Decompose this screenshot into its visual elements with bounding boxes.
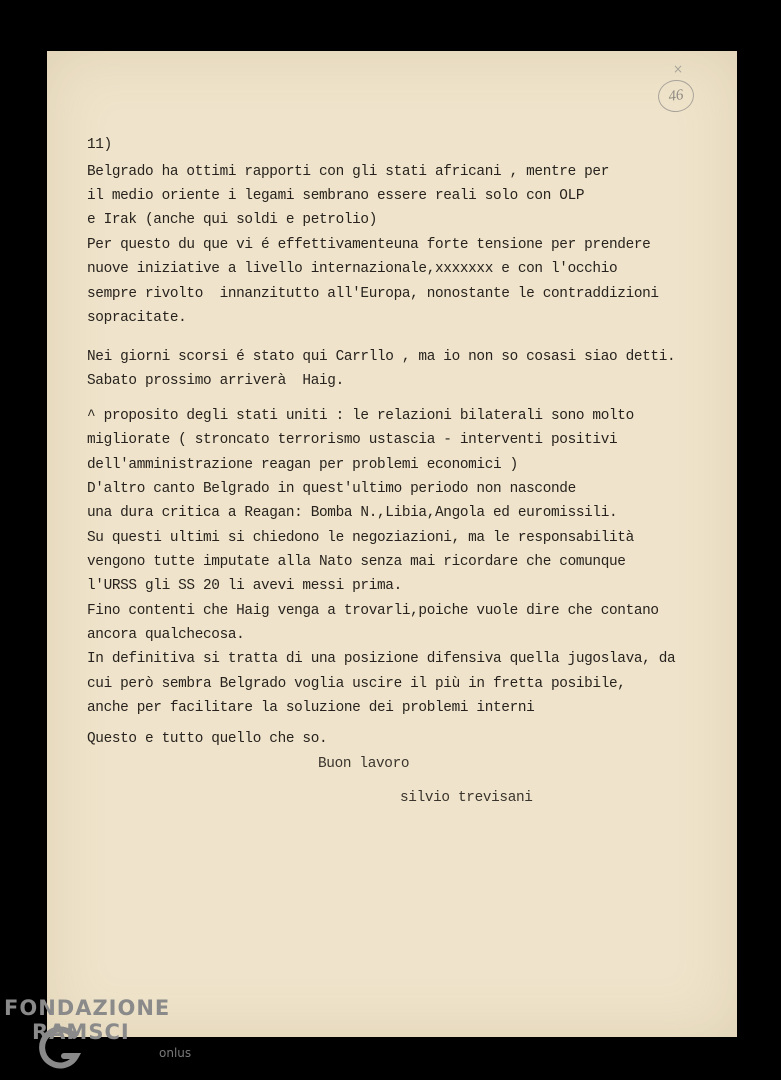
text-line: In definitiva si tratta di una posizione difensiva quella jugoslava, da [87, 651, 676, 667]
text-line: e Irak (anche qui soldi e petrolio) [87, 212, 378, 228]
text-line: migliorate ( stroncato terrorismo ustascia - interventi positivi [87, 432, 618, 448]
text-line: ancora qualchecosa. [87, 627, 245, 643]
fondazione-gramsci-watermark [4, 996, 204, 1076]
text-line: Questo e tutto quello che so. [87, 731, 328, 747]
page-number: 46 [656, 78, 696, 115]
watermark-suffix: onlus [159, 1046, 192, 1060]
signature: silvio trevisani [400, 790, 533, 806]
text-line: sempre rivolto innanzitutto all'Europa, nonostante le contraddizioni [87, 286, 659, 302]
text-line: nuove iniziative a livello internazionale,xxxxxxx e con l'occhio [87, 261, 618, 277]
text-line: vengono tutte imputate alla Nato senza mai ricordare che comunque [87, 554, 626, 570]
text-line: Per questo du que vi é effettivamenteuna forte tensione per prendere [87, 237, 651, 253]
text-line: l'URSS gli SS 20 li avevi messi prima. [87, 578, 402, 594]
text-line: il medio oriente i legami sembrano essere reali solo con OLP [87, 188, 585, 204]
watermark-subtitle: RAMSCI [32, 1020, 130, 1044]
text-line: Su questi ultimi si chiedono le negoziazioni, ma le responsabilità [87, 530, 634, 546]
text-line: Belgrado ha ottimi rapporti con gli stati africani , mentre per [87, 164, 610, 180]
text-line: sopracitate. [87, 310, 187, 326]
page-mark: × [673, 62, 684, 76]
text-line: una dura critica a Reagan: Bomba N.,Libia,Angola ed euromissili. [87, 505, 618, 521]
text-line: Nei giorni scorsi é stato qui Carrllo , ma io non so cosasi siao detti. [87, 349, 676, 365]
closing-line: Buon lavoro [318, 756, 410, 772]
text-line: cui però sembra Belgrado voglia uscire il più in fretta posibile, [87, 676, 626, 692]
section-number: 11) [87, 137, 112, 153]
text-line: ^ proposito degli stati uniti : le relazioni bilaterali sono molto [87, 408, 634, 424]
text-line: D'altro canto Belgrado in quest'ultimo periodo non nasconde [87, 481, 576, 497]
text-line: Fino contenti che Haig venga a trovarli,poiche vuole dire che contano [87, 603, 659, 619]
text-line: dell'amministrazione reagan per problemi economici ) [87, 457, 518, 473]
text-line: Sabato prossimo arriverà Haig. [87, 373, 344, 389]
watermark-title: FONDAZIONE [4, 996, 171, 1020]
text-line: anche per facilitare la soluzione dei problemi interni [87, 700, 535, 716]
